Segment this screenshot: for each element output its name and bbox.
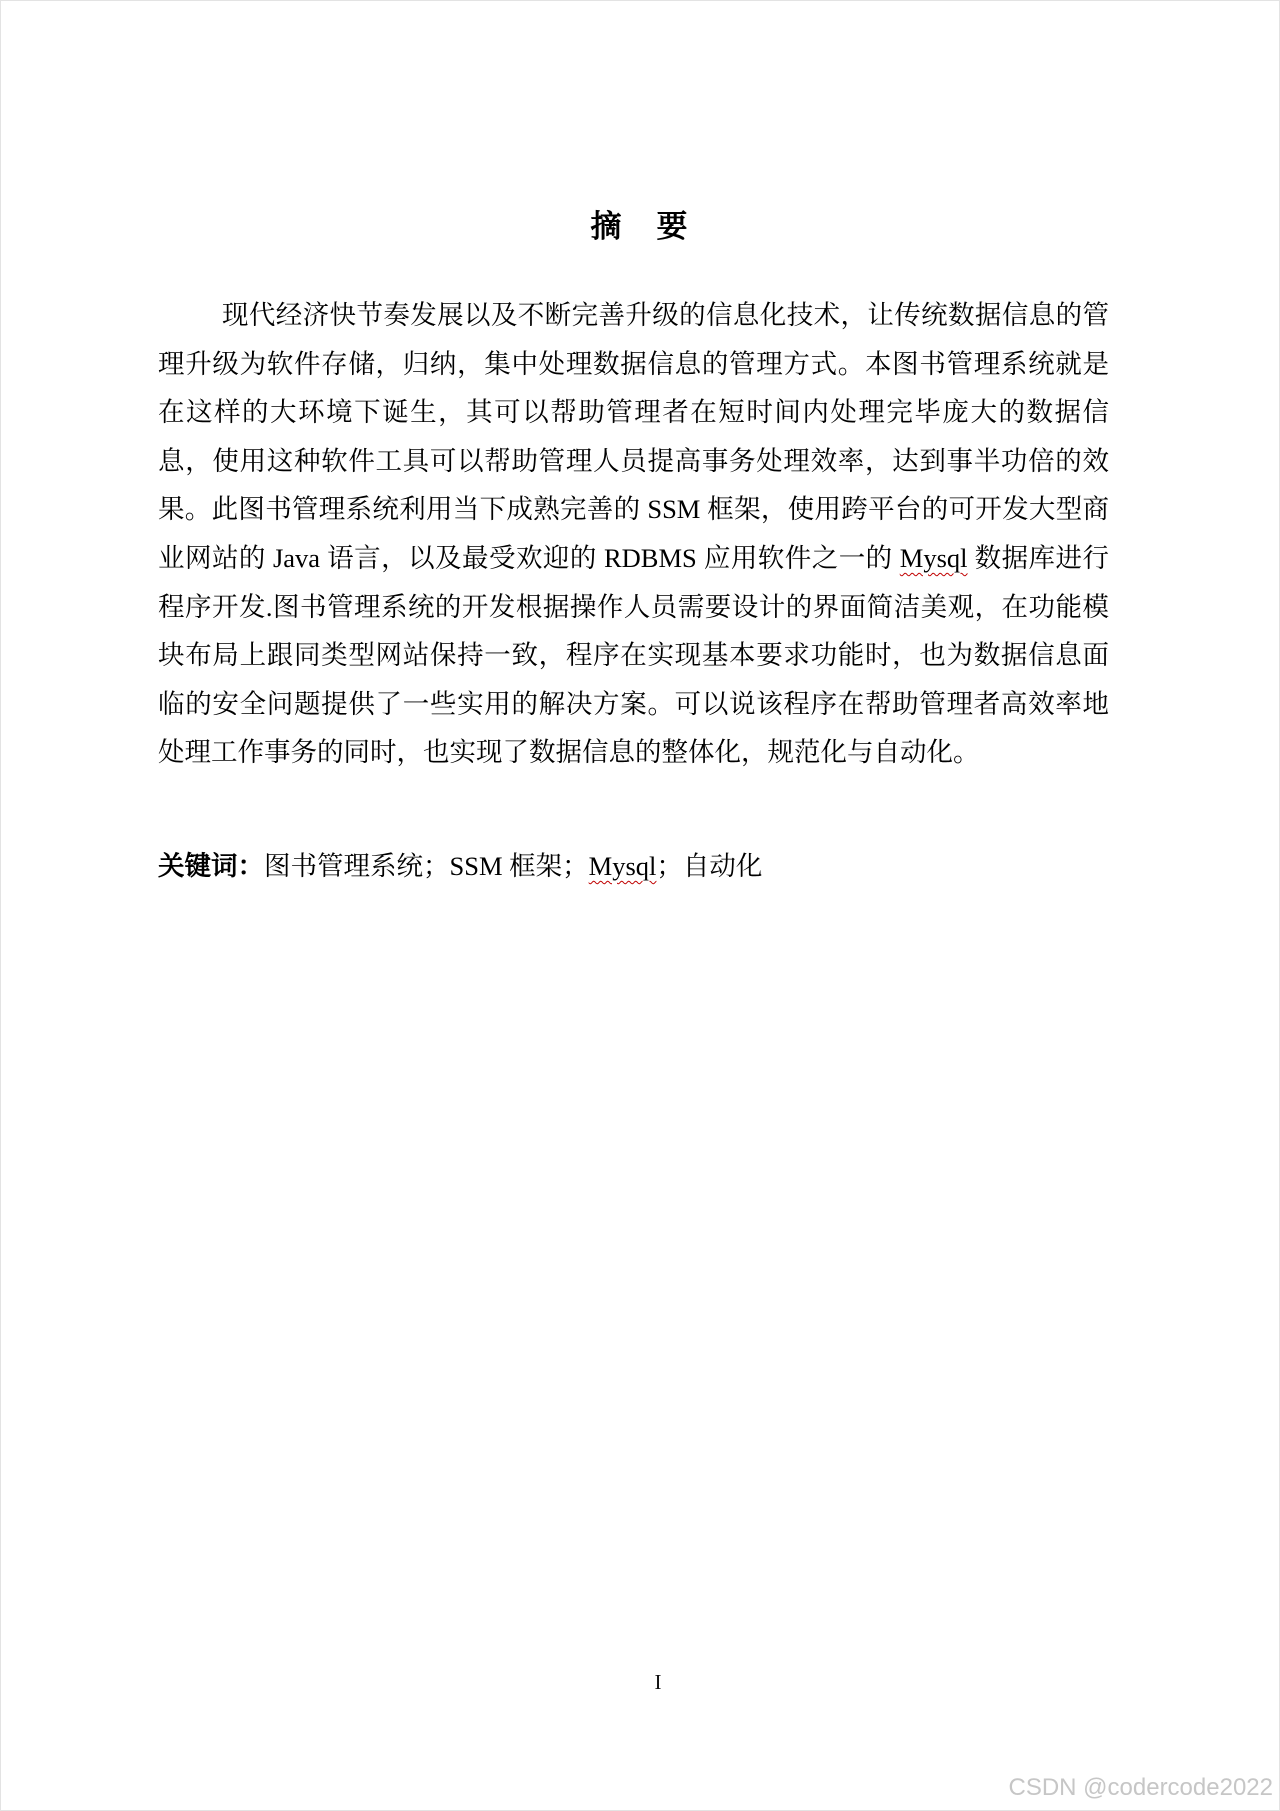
keywords-label: 关键词： [158, 851, 264, 881]
keywords-value [264, 851, 762, 881]
keywords-line [158, 846, 1109, 886]
page-title: 摘 要 [590, 209, 690, 244]
page-number: I [654, 1670, 662, 1694]
spellcheck-flagged-word: Mysql [588, 851, 657, 881]
watermark: CSDN @codercode2022 [1008, 1774, 1273, 1801]
text-segment: 图书管理系统；SSM 框架； [264, 851, 589, 881]
abstract-paragraph [158, 291, 1109, 777]
text-segment: ；自动化 [656, 851, 763, 881]
spellcheck-flagged-word: Mysql [899, 542, 968, 573]
text-segment: 数据库进行程序开发.图书管理系统的开发根据操作人员需要设计的界面简洁美观，在功能模块布局上跟同类型网站保持一致，程序在实现基本要求功能时，也为数据信息面临的安全问题提供了一些实用的解决方案。可以说该程序在帮助管理者高效率地处理工作事务的同时，也实现了数据信息的整体化，规范化与自动化。 [158, 542, 1109, 768]
text-segment: 现代经济快节奏发展以及不断完善升级的信息化技术，让传统数据信息的管理升级为软件存储，归纳，集中处理数据信息的管理方式。本图书管理系统就是在这样的大环境下诞生，其可以帮助管理者在短时间内处理完毕庞大的数据信息，使用这种软件工具可以帮助管理人员提高事务处理效率，达到事半功倍的效果。此图书管理系统利用当下成熟完善的 SSM 框架，使用跨平台的可开发大型商业网站的 Java 语言，以及最受欢迎的 RDBMS 应用软件之一的 [158, 300, 1109, 573]
